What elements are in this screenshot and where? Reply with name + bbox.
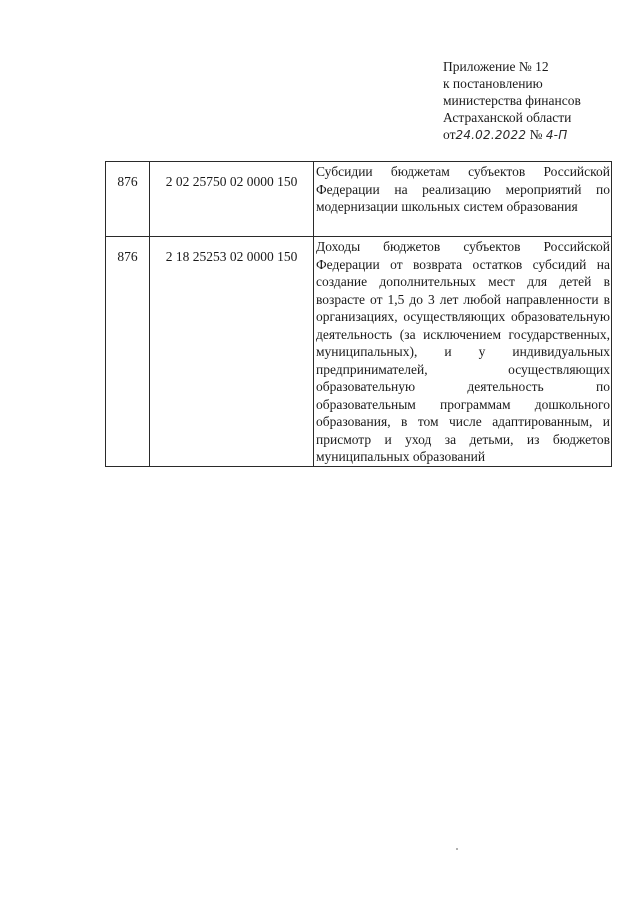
number-prefix: № (529, 127, 543, 142)
admin-code-cell (106, 237, 150, 467)
revenue-name: Доходы бюджетов субъектов Российской Федерации от возврата остатков субсидий на создание дополнительных мест для детей в возрасте от 1,5 до 3 лет любой направленности в организациях, осуществляющих образовательную деятельность (за исключением государственных, муниципальных), и у индивидуальных предпринимателей, осуществляющих образовательную деятельность по образовательным программам дошкольного образования, в том числе адаптированным, и присмотр и уход за детьми, из бюджетов муниципальных образований (316, 239, 610, 464)
budget-codes-table (105, 161, 612, 467)
handwritten-number: 4-П (545, 128, 568, 142)
budget-code: 2 02 25750 02 0000 150 (165, 174, 298, 189)
revenue-name-cell (314, 237, 612, 467)
admin-code: 876 (117, 174, 138, 189)
scan-artifact (456, 848, 458, 850)
budget-code-cell (150, 162, 314, 237)
revenue-name: Субсидии бюджетам субъектов Российской Федерации на реализацию мероприятий по модернизации школьных систем образования (316, 164, 610, 214)
table-row (106, 162, 612, 237)
annex-ministry-line: министерства финансов (443, 93, 581, 108)
table-row (106, 237, 612, 467)
revenue-name-cell (314, 162, 612, 237)
handwritten-date: 24.02.2022 (455, 128, 527, 142)
annex-resolution-line: к постановлению (443, 76, 543, 91)
date-prefix: от (443, 127, 456, 142)
budget-code-cell (150, 237, 314, 467)
annex-title: Приложение № 12 (443, 59, 549, 74)
admin-code-cell (106, 162, 150, 237)
admin-code: 876 (117, 249, 138, 264)
annex-date-line (443, 126, 633, 144)
annex-header (443, 58, 633, 144)
annex-region-line: Астраханской области (443, 110, 572, 125)
budget-code: 2 18 25253 02 0000 150 (165, 249, 298, 264)
